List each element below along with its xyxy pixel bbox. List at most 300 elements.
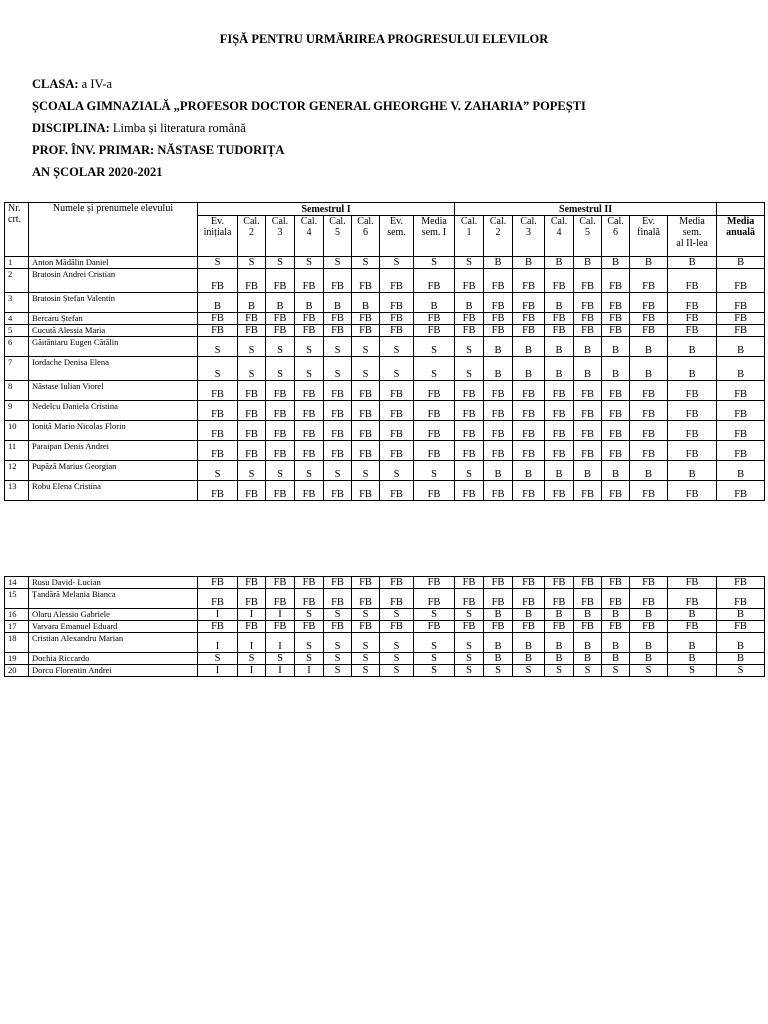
student-name: Ioniță Mario Nicolas Florin [29, 421, 198, 441]
grade-cell: FB [380, 313, 414, 325]
grade-cell: S [380, 257, 414, 269]
grade-cell: FB [602, 621, 630, 633]
grade-cell: B [602, 461, 630, 481]
grade-cell: FB [324, 441, 352, 461]
grade-cell: B [717, 257, 765, 269]
grade-cell: FB [574, 401, 602, 421]
grade-cell: FB [380, 269, 414, 293]
grade-cell: FB [717, 441, 765, 461]
grade-cell: B [484, 257, 513, 269]
grade-cell: FB [380, 381, 414, 401]
grade-cell: FB [238, 401, 266, 421]
student-name: Dochia Riccardo [29, 653, 198, 665]
grade-cell: FB [266, 313, 295, 325]
grade-cell: FB [574, 441, 602, 461]
grade-cell: FB [602, 421, 630, 441]
grade-cell: B [602, 609, 630, 621]
grade-cell: S [380, 461, 414, 481]
grade-cell: B [545, 357, 574, 381]
progress-table-part1 [4, 202, 765, 501]
table-row [5, 313, 765, 325]
grade-cell: B [717, 357, 765, 381]
grade-cell: B [545, 653, 574, 665]
grade-cell: FB [630, 441, 668, 461]
grade-cell: FB [324, 577, 352, 589]
grade-cell: FB [414, 325, 455, 337]
grade-cell: FB [266, 621, 295, 633]
grade-cell: S [455, 609, 484, 621]
student-name: Olaru Alessio Gabriele [29, 609, 198, 621]
grade-cell: B [574, 461, 602, 481]
grade-cell: FB [513, 621, 545, 633]
grade-cell: FB [668, 325, 717, 337]
grade-cell: S [324, 653, 352, 665]
grade-cell: FB [513, 577, 545, 589]
grade-cell: S [324, 609, 352, 621]
grade-cell: B [513, 633, 545, 653]
grade-cell: B [717, 633, 765, 653]
teacher-name: PROF. ÎNV. PRIMAR: NĂSTASE TUDORIȚA [32, 143, 285, 157]
sem2-col-header: Cal. 2 [484, 216, 513, 257]
grade-cell: S [455, 633, 484, 653]
sem1-col-header: Cal. 2 [238, 216, 266, 257]
grade-cell: B [545, 609, 574, 621]
row-number: 3 [5, 293, 29, 313]
grade-cell: FB [238, 441, 266, 461]
grade-cell: FB [455, 589, 484, 609]
grade-cell: B [545, 337, 574, 357]
grade-cell: FB [238, 381, 266, 401]
grade-cell: FB [324, 621, 352, 633]
grade-cell: FB [602, 481, 630, 501]
table-row [5, 441, 765, 461]
grade-cell: S [324, 337, 352, 357]
student-name: Țandără Melania Bianca [29, 589, 198, 609]
grade-cell: FB [668, 621, 717, 633]
grade-cell: FB [484, 269, 513, 293]
annual-header-top [717, 203, 765, 216]
grade-cell: FB [238, 481, 266, 501]
grade-cell: FB [717, 401, 765, 421]
grade-cell: FB [513, 269, 545, 293]
grade-cell: FB [668, 381, 717, 401]
grade-cell: FB [198, 269, 238, 293]
grade-cell: FB [455, 577, 484, 589]
grade-cell: FB [324, 313, 352, 325]
grade-cell: FB [352, 621, 380, 633]
sem1-col-header: Ev. inițiala [198, 216, 238, 257]
student-name: Bratosin Ștefan Valentin [29, 293, 198, 313]
grade-cell: FB [574, 293, 602, 313]
grade-cell: FB [238, 269, 266, 293]
grade-cell: FB [324, 401, 352, 421]
name-header: Numele și prenumele elevului [29, 203, 198, 257]
grade-cell: B [484, 609, 513, 621]
grade-cell: B [545, 293, 574, 313]
grade-cell: I [266, 633, 295, 653]
grade-cell: FB [198, 589, 238, 609]
grade-cell: S [238, 337, 266, 357]
sem2-col-header: Cal. 6 [602, 216, 630, 257]
grade-cell: FB [717, 269, 765, 293]
grade-cell: S [513, 665, 545, 677]
grade-cell: S [295, 461, 324, 481]
grade-cell: B [602, 357, 630, 381]
grade-cell: FB [380, 481, 414, 501]
student-name: Nedelcu Daniela Cristina [29, 401, 198, 421]
grade-cell: S [266, 337, 295, 357]
grade-cell: FB [324, 481, 352, 501]
grade-cell: S [455, 337, 484, 357]
grade-cell: FB [380, 401, 414, 421]
grade-cell: FB [352, 401, 380, 421]
grade-cell: FB [545, 441, 574, 461]
grade-cell: FB [414, 401, 455, 421]
student-name: Cucută Alessia Maria [29, 325, 198, 337]
grade-cell: FB [630, 401, 668, 421]
grade-cell: I [266, 609, 295, 621]
row-number: 16 [5, 609, 29, 621]
grade-cell: B [602, 633, 630, 653]
table-row [5, 357, 765, 381]
table-row [5, 325, 765, 337]
grade-cell: FB [668, 589, 717, 609]
grade-cell: S [352, 257, 380, 269]
grade-cell: B [513, 337, 545, 357]
grade-cell: S [414, 461, 455, 481]
grade-cell: FB [414, 269, 455, 293]
grade-cell: I [238, 665, 266, 677]
grade-cell: S [295, 653, 324, 665]
grade-cell: FB [455, 441, 484, 461]
grade-cell: S [238, 461, 266, 481]
grade-cell: FB [295, 589, 324, 609]
sem2-col-header: Cal. 4 [545, 216, 574, 257]
grade-cell: FB [352, 325, 380, 337]
grade-cell: FB [238, 589, 266, 609]
semester2-header: Semestrul II [455, 203, 717, 216]
grade-cell: S [380, 357, 414, 381]
grade-cell: S [602, 665, 630, 677]
grade-cell: FB [574, 589, 602, 609]
grade-cell: S [380, 609, 414, 621]
grade-cell: FB [545, 313, 574, 325]
grade-cell: S [324, 665, 352, 677]
grade-cell: FB [513, 381, 545, 401]
grade-cell: FB [380, 589, 414, 609]
grade-cell: FB [484, 589, 513, 609]
grade-cell: B [668, 257, 717, 269]
sem2-col-header: Cal. 3 [513, 216, 545, 257]
grade-cell: S [352, 461, 380, 481]
nr-header: Nr. crt. [5, 203, 29, 257]
sem1-col-header: Cal. 4 [295, 216, 324, 257]
grade-cell: FB [266, 481, 295, 501]
school-year-line [32, 165, 163, 180]
grade-cell: I [295, 665, 324, 677]
grade-cell: FB [717, 421, 765, 441]
student-name: Găităniaru Eugen Cătălin [29, 337, 198, 357]
grade-cell: S [352, 337, 380, 357]
student-name: Pupăză Marius Georgian [29, 461, 198, 481]
grade-cell: FB [574, 313, 602, 325]
grade-cell: FB [352, 381, 380, 401]
grade-cell: FB [266, 401, 295, 421]
grade-cell: FB [484, 313, 513, 325]
grade-cell: FB [602, 441, 630, 461]
table-row [5, 609, 765, 621]
grade-cell: FB [455, 325, 484, 337]
grade-cell: FB [717, 325, 765, 337]
student-name: Dorcu Florentin Andrei [29, 665, 198, 677]
grade-cell: B [630, 357, 668, 381]
grade-cell: B [668, 609, 717, 621]
student-name: Iordache Denisa Elena [29, 357, 198, 381]
student-name: Bercaru Ștefan [29, 313, 198, 325]
table-row [5, 481, 765, 501]
grade-cell: S [352, 609, 380, 621]
grade-cell: FB [295, 441, 324, 461]
grade-cell: S [266, 257, 295, 269]
row-number: 18 [5, 633, 29, 653]
class-label: CLASA: [32, 77, 79, 91]
sem1-col-header: Ev. sem. [380, 216, 414, 257]
grade-cell: FB [198, 577, 238, 589]
grade-cell: B [602, 337, 630, 357]
grade-cell: B [602, 653, 630, 665]
grade-cell: FB [630, 481, 668, 501]
grade-cell: S [295, 257, 324, 269]
grade-cell: B [574, 337, 602, 357]
grade-cell: B [295, 293, 324, 313]
grade-cell: FB [380, 577, 414, 589]
grade-cell: S [414, 633, 455, 653]
grade-cell: FB [414, 313, 455, 325]
grade-cell: B [717, 461, 765, 481]
grade-cell: B [513, 609, 545, 621]
sem1-col-header: Cal. 6 [352, 216, 380, 257]
grade-cell: FB [295, 401, 324, 421]
grade-cell: B [574, 257, 602, 269]
grade-cell: B [717, 653, 765, 665]
grade-cell: B [668, 653, 717, 665]
grade-cell: B [324, 293, 352, 313]
grade-cell: B [574, 357, 602, 381]
grade-cell: B [513, 357, 545, 381]
grade-cell: FB [545, 577, 574, 589]
grade-cell: FB [513, 325, 545, 337]
grade-cell: FB [352, 481, 380, 501]
grade-cell: FB [414, 589, 455, 609]
grade-cell: FB [198, 621, 238, 633]
sem1-col-header: Cal. 3 [266, 216, 295, 257]
sem1-col-header: Media sem. I [414, 216, 455, 257]
student-name: Cristian Alexandru Marian [29, 633, 198, 653]
grade-cell: FB [668, 577, 717, 589]
grade-cell: FB [717, 577, 765, 589]
grade-cell: I [198, 665, 238, 677]
grade-cell: FB [545, 621, 574, 633]
grade-cell: FB [574, 381, 602, 401]
grade-cell: S [295, 609, 324, 621]
student-name: Paraipan Denis Andrei [29, 441, 198, 461]
grade-cell: FB [630, 621, 668, 633]
row-number: 15 [5, 589, 29, 609]
grade-cell: FB [602, 401, 630, 421]
grade-cell: FB [602, 325, 630, 337]
row-number: 4 [5, 313, 29, 325]
grade-cell: FB [717, 293, 765, 313]
grade-cell: FB [324, 325, 352, 337]
grade-cell: B [574, 633, 602, 653]
row-number: 14 [5, 577, 29, 589]
grade-cell: FB [484, 577, 513, 589]
grade-cell: FB [324, 381, 352, 401]
table-row [5, 577, 765, 589]
grade-cell: S [455, 357, 484, 381]
grade-cell: B [630, 653, 668, 665]
grade-cell: FB [668, 481, 717, 501]
grade-cell: FB [717, 481, 765, 501]
grade-cell: B [717, 337, 765, 357]
table-row [5, 665, 765, 677]
grade-cell: FB [574, 481, 602, 501]
grade-cell: FB [513, 313, 545, 325]
grade-cell: S [414, 665, 455, 677]
school-name: ȘCOALA GIMNAZIALĂ „PROFESOR DOCTOR GENERAL GHEORGHE V. ZAHARIA” POPEȘTI [32, 99, 586, 113]
grade-cell: FB [295, 325, 324, 337]
table-row [5, 337, 765, 357]
grade-cell: B [513, 461, 545, 481]
student-name: Rusu David- Lucian [29, 577, 198, 589]
grade-cell: B [484, 653, 513, 665]
school-line [32, 99, 586, 114]
grade-cell: S [352, 665, 380, 677]
grade-cell: S [238, 357, 266, 381]
class-line [32, 77, 112, 92]
row-number: 8 [5, 381, 29, 401]
teacher-line [32, 143, 284, 158]
row-number: 5 [5, 325, 29, 337]
grade-cell: B [455, 293, 484, 313]
grade-cell: S [266, 653, 295, 665]
row-number: 19 [5, 653, 29, 665]
grade-cell: FB [352, 589, 380, 609]
discipline-line [32, 121, 246, 136]
grade-cell: FB [630, 313, 668, 325]
grade-cell: I [238, 633, 266, 653]
grade-cell: B [668, 357, 717, 381]
grade-cell: FB [668, 293, 717, 313]
grade-cell: FB [455, 481, 484, 501]
grade-cell: FB [238, 621, 266, 633]
grade-cell: FB [630, 589, 668, 609]
grade-cell: B [630, 337, 668, 357]
grade-cell: S [352, 653, 380, 665]
grade-cell: FB [238, 577, 266, 589]
grade-cell: FB [266, 269, 295, 293]
grade-cell: S [414, 609, 455, 621]
grade-cell: S [414, 337, 455, 357]
grade-cell: I [198, 633, 238, 653]
row-number: 20 [5, 665, 29, 677]
grade-cell: FB [295, 313, 324, 325]
grade-cell: FB [717, 313, 765, 325]
grade-cell: I [238, 609, 266, 621]
grade-cell: FB [668, 401, 717, 421]
row-number: 17 [5, 621, 29, 633]
grade-cell: S [455, 665, 484, 677]
grade-cell: S [324, 357, 352, 381]
table-row [5, 633, 765, 653]
row-number: 9 [5, 401, 29, 421]
student-name: Bratosin Andrei Cristian [29, 269, 198, 293]
row-number: 2 [5, 269, 29, 293]
grade-cell: B [574, 609, 602, 621]
grade-cell: FB [513, 293, 545, 313]
grade-cell: FB [630, 421, 668, 441]
grade-cell: FB [717, 381, 765, 401]
grade-cell: FB [630, 577, 668, 589]
table-row [5, 653, 765, 665]
grade-cell: FB [198, 421, 238, 441]
grade-cell: B [630, 633, 668, 653]
grade-cell: FB [414, 421, 455, 441]
grade-cell: FB [414, 621, 455, 633]
grade-cell: S [238, 653, 266, 665]
grade-cell: FB [602, 589, 630, 609]
grade-cell: FB [352, 421, 380, 441]
grade-cell: FB [380, 621, 414, 633]
grade-cell: FB [380, 421, 414, 441]
grade-cell: S [380, 653, 414, 665]
student-name: Anton Mădălin Daniel [29, 257, 198, 269]
grade-cell: FB [545, 481, 574, 501]
grade-cell: FB [630, 381, 668, 401]
grade-cell: FB [266, 577, 295, 589]
grade-cell: S [198, 357, 238, 381]
grade-cell: S [295, 357, 324, 381]
grade-cell: S [295, 337, 324, 357]
grade-cell: S [266, 461, 295, 481]
grade-cell: FB [380, 441, 414, 461]
progress-table-part2 [4, 576, 765, 677]
grade-cell: FB [455, 421, 484, 441]
grade-cell: S [574, 665, 602, 677]
grade-cell: FB [513, 589, 545, 609]
grade-cell: B [668, 633, 717, 653]
table-row [5, 589, 765, 609]
grade-cell: B [352, 293, 380, 313]
grade-cell: FB [602, 381, 630, 401]
grade-cell: S [455, 461, 484, 481]
grade-cell: S [295, 633, 324, 653]
grade-cell: FB [266, 325, 295, 337]
sem2-col-header: Ev. finală [630, 216, 668, 257]
grade-cell: FB [455, 381, 484, 401]
grade-cell: S [198, 653, 238, 665]
grade-cell: S [630, 665, 668, 677]
grade-cell: FB [484, 381, 513, 401]
grade-cell: FB [545, 421, 574, 441]
grade-cell: FB [324, 589, 352, 609]
grade-cell: B [484, 633, 513, 653]
grade-cell: FB [266, 381, 295, 401]
grade-cell: FB [295, 421, 324, 441]
grade-cell: S [238, 257, 266, 269]
grade-cell: FB [198, 401, 238, 421]
grade-cell: FB [574, 421, 602, 441]
